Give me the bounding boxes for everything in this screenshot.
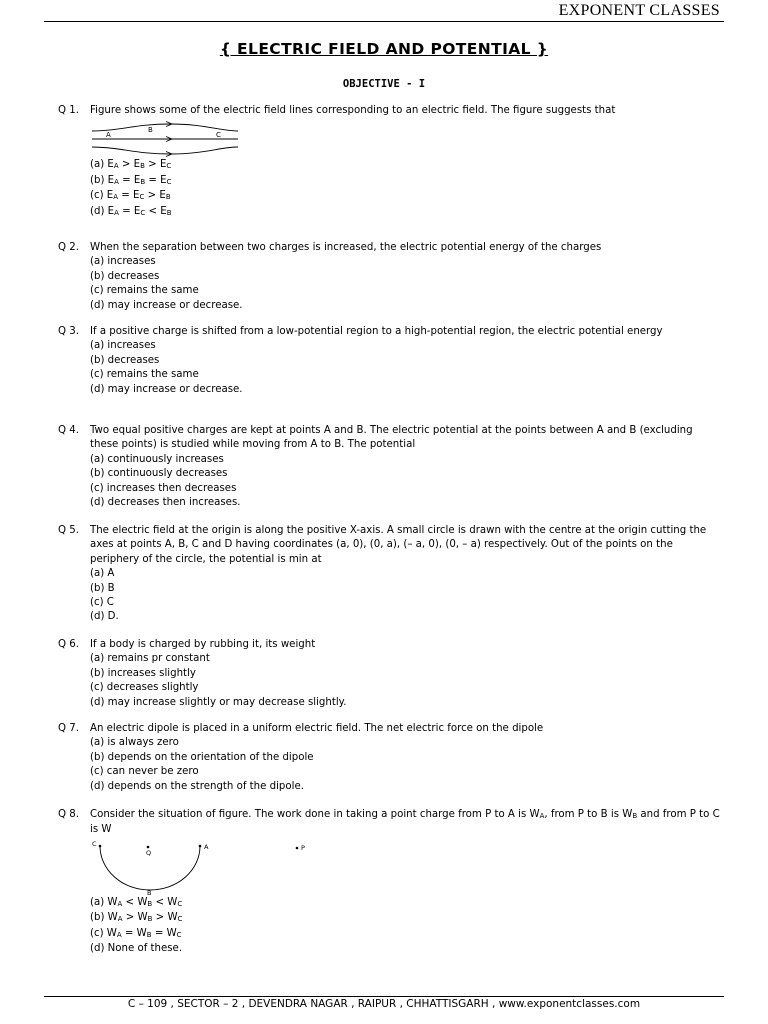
question-6: [0, 638, 768, 710]
option-d: [90, 942, 720, 956]
option-a-text: < W: [152, 896, 178, 908]
question-number: Q 6.: [58, 639, 79, 650]
subscript: C: [176, 930, 182, 939]
subscript: C: [166, 162, 172, 171]
subscript: C: [177, 915, 183, 924]
question-text: When the separation between two charges is increased, the electric potential energy of the charges: [90, 242, 602, 253]
field-lines-figure: [90, 121, 250, 157]
option-a-text: (a) E: [90, 159, 114, 171]
option-b: (b) B: [90, 582, 115, 594]
subscript: B: [146, 930, 152, 939]
question-1: [0, 104, 768, 220]
option-d-text: (d) None of these.: [90, 943, 183, 955]
figure-label-c: C: [216, 131, 221, 140]
option-c-text: = E: [118, 190, 140, 202]
question-text: Figure shows some of the electric field lines corresponding to an electric field. The figure suggests that: [90, 105, 616, 116]
option-b: [90, 174, 720, 189]
option-c: (c) remains the same: [90, 369, 199, 381]
option-b: (b) decreases: [90, 270, 160, 282]
figure-label-q: Q: [146, 848, 152, 857]
subscript: A: [113, 193, 119, 202]
option-a-text: (a) W: [90, 896, 118, 908]
figure-label-b: B: [148, 126, 153, 135]
question-number: Q 4.: [58, 425, 79, 436]
question-number: Q 7.: [58, 723, 79, 734]
option-a-text: > E: [144, 159, 167, 171]
subscript: C: [139, 193, 145, 202]
option-d-text: (d) E: [90, 205, 115, 217]
option-b: (b) depends on the orientation of the dipole: [90, 751, 314, 763]
option-b: (b) decreases: [90, 354, 160, 366]
subscript: C: [166, 177, 172, 186]
footer-rule: [44, 996, 724, 997]
question-number: Q 2.: [58, 242, 79, 253]
figure-label-c: C: [92, 839, 97, 848]
option-c: (c) can never be zero: [90, 766, 199, 778]
option-a: (a) increases: [90, 340, 156, 352]
subscript: A: [113, 162, 119, 171]
question-text: The electric field at the origin is along the positive X-axis. A small circle is drawn with the centre at the origin cutting the axes at points A, B, C and D having coordinates (a, 0), (0, a), (– a, 0), (0, – a) respectively. Out of the points on the periphery of the circle, the potential is min at: [90, 525, 707, 565]
option-d: (d) D.: [90, 611, 119, 623]
subscript: A: [116, 930, 122, 939]
question-text-part: , from P to B is W: [544, 809, 633, 820]
option-b: [90, 911, 720, 926]
option-c-text: (c) W: [90, 927, 117, 939]
option-a: (a) continuously increases: [90, 453, 224, 465]
option-a-text: > E: [118, 159, 141, 171]
question-2: [0, 241, 768, 313]
subscript: B: [140, 162, 145, 171]
option-d: (d) decreases then increases.: [90, 497, 241, 509]
option-c: (c) decreases slightly: [90, 682, 199, 694]
option-d-text: < E: [145, 205, 167, 217]
option-b-text: (b) E: [90, 174, 115, 186]
option-c-text: (c) E: [90, 190, 114, 202]
option-d: (d) may increase slightly or may decrease slightly.: [90, 696, 347, 708]
option-a: (a) is always zero: [90, 737, 179, 749]
question-text-part: Consider the situation of figure. The work done in taking a point charge from P to A is W: [90, 809, 540, 820]
option-d: (d) may increase or decrease.: [90, 299, 243, 311]
question-number: Q 1.: [58, 105, 79, 116]
option-d: (d) depends on the strength of the dipole.: [90, 780, 304, 792]
question-number: Q 5.: [58, 525, 79, 536]
option-a: [90, 158, 720, 173]
option-c: (c) C: [90, 597, 114, 609]
subscript: A: [117, 899, 123, 908]
option-c-text: > E: [144, 190, 166, 202]
subscript: B: [165, 193, 171, 202]
question-text: Two equal positive charges are kept at points A and B. The electric potential at the points between A and B (excluding these points) is studied while moving from A to B. The potential: [90, 425, 693, 451]
subscript: A: [114, 177, 119, 186]
semicircle-figure: [90, 840, 320, 896]
option-a-text: < W: [122, 896, 148, 908]
question-text: [90, 808, 720, 838]
option-c: (c) remains the same: [90, 285, 199, 297]
subscript: A: [117, 915, 123, 924]
option-c: [90, 927, 720, 942]
figure-label-a: A: [204, 842, 209, 851]
question-7: [0, 722, 768, 794]
question-5: [0, 524, 768, 625]
option-a: (a) remains pr constant: [90, 653, 210, 665]
option-b-text: = E: [145, 174, 167, 186]
header-rule: [44, 21, 724, 22]
question-text: An electric dipole is placed in a uniform electric field. The net electric force on the dipole: [90, 723, 544, 734]
option-b: (b) continuously decreases: [90, 468, 228, 480]
header-brand: EXPONENT CLASSES: [558, 2, 720, 19]
option-a: [90, 896, 720, 911]
figure-label-p: P: [301, 843, 305, 852]
option-b-text: > W: [122, 912, 148, 924]
question-4: [0, 424, 768, 510]
option-a: (a) A: [90, 568, 115, 580]
question-3: [0, 325, 768, 397]
options-list: [90, 896, 720, 957]
figure-label-b: B: [147, 888, 152, 896]
option-c: [90, 189, 720, 204]
option-b-text: (b) W: [90, 912, 118, 924]
option-c-text: = W: [151, 927, 177, 939]
option-d-text: = E: [118, 205, 141, 217]
section-subtitle: OBJECTIVE - I: [342, 78, 426, 90]
option-d: [90, 205, 720, 220]
question-8: [0, 808, 768, 956]
option-b-text: > W: [152, 912, 178, 924]
footer-address: C – 109 , SECTOR – 2 , DEVENDRA NAGAR , RAIPUR , CHHATTISGARH , www.exponentclasses.com: [127, 998, 641, 1010]
subscript: B: [140, 177, 146, 186]
subscript: A: [114, 208, 119, 217]
subscript: B: [147, 899, 153, 908]
option-a: (a) increases: [90, 256, 156, 268]
subscript: C: [177, 899, 183, 908]
option-d: (d) may increase or decrease.: [90, 383, 243, 395]
subscript: C: [140, 208, 146, 217]
question-text: If a positive charge is shifted from a low-potential region to a high-potential region, the electric potential energy: [90, 326, 663, 337]
figure-label-a: A: [106, 131, 111, 140]
subscript: B: [632, 812, 638, 820]
subscript: A: [539, 812, 545, 820]
options-list: [90, 158, 720, 220]
option-b-text: = E: [118, 174, 141, 186]
question-text-part: and from P to C is W: [90, 809, 720, 836]
subscript: B: [166, 208, 172, 217]
question-number: Q 8.: [58, 809, 79, 820]
question-text: If a body is charged by rubbing it, its weight: [90, 639, 316, 650]
question-number: Q 3.: [58, 326, 79, 337]
option-b: (b) increases slightly: [90, 667, 196, 679]
option-c-text: = W: [121, 927, 147, 939]
option-c: (c) increases then decreases: [90, 482, 237, 494]
page-title: { ELECTRIC FIELD AND POTENTIAL }: [219, 40, 549, 58]
subscript: B: [147, 915, 153, 924]
